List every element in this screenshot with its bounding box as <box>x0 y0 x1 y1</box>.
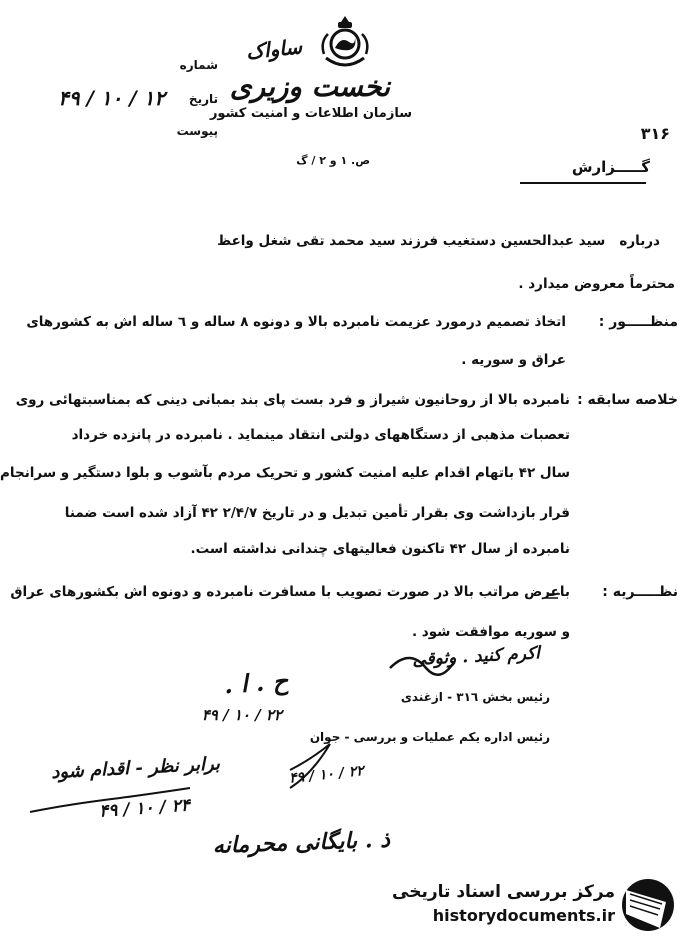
opinion-line-2: و سوریه موافقت شود . <box>411 624 570 640</box>
date-label: تاریخ <box>188 92 218 106</box>
background-line-1: نامبرده بالا از روحانیون شیراز و فرد بست پای بند بمبانی دینی که بمناسبتهائی روی <box>15 392 570 408</box>
handwritten-left-note: برابر نظر - اقدام شود <box>50 753 221 784</box>
background-line-3: سال ۴۲ باتهام اقدام علیه امنیت کشور و تحریک مردم بآشوب و بلوا دستگیر و سرانجام <box>0 465 570 481</box>
date-value: ۱۲ / ۱۰ / ۴۹ <box>58 86 165 110</box>
dept-head-line: رئیس بخش ۳۱٦ - ازغندی <box>400 690 550 704</box>
section-label-background: خلاصه سابقه : <box>577 392 678 408</box>
handwritten-mid-date: ۲۲ / ۱۰ / ۴۹ <box>201 706 282 724</box>
opinion-line-1: باعرض مراتب بالا در صورت تصویب با مسافرت نامبرده و دونوه اش بکشورهای عراق <box>10 584 570 600</box>
handwritten-bottom-note: ذ . بایگانی محرمانه <box>212 826 391 859</box>
office-head-date: ۲۲ / ۱۰ / ۴۹ <box>288 763 365 787</box>
background-line-5: نامبرده از سال ۴۲ تاکنون فعالیتهای چندانی نداشته است. <box>190 541 570 557</box>
history-documents-logo-icon <box>616 876 686 934</box>
office-head-line: رئیس اداره یکم عملیات و بررسی - جوان <box>309 730 550 744</box>
report-label: گـــــزارش <box>571 158 650 176</box>
org-title: نخست وزیری <box>229 70 390 103</box>
number-label: شماره <box>179 58 218 72</box>
attachment-label: پیوست <box>176 124 218 138</box>
org-subtitle: سازمان اطلاعات و امنیت کشور <box>209 106 412 121</box>
salutation: محترماً معروض میدارد . <box>518 276 675 292</box>
background-line-4: قرار بازداشت وی بقرار تأمین تبدیل و در تاریخ ۲/۴/۷ ۴۲ آزاد شده است ضمنا <box>64 505 570 521</box>
subject-line <box>60 233 660 249</box>
document-number: ۳۱۶ <box>640 124 670 143</box>
handwritten-initials: ح . ا . <box>223 665 289 700</box>
brand-url[interactable]: historydocuments.ir <box>432 906 615 925</box>
section-label-opinion: نظـــــریه : <box>602 584 678 600</box>
approver-signature: اکرم کنید . وثوقی <box>411 643 541 670</box>
brand-name: مرکز بررسی اسناد تاریخی <box>392 882 615 902</box>
purpose-line-1: اتخاذ تصمیم درمورد عزیمت نامبرده بالا و دونوه ۸ ساله و ٦ ساله اش به کشورهای <box>26 314 566 330</box>
subject-text: سید عبدالحسین دستغیب فرزند سید محمد تقی شغل واعظ <box>217 233 606 249</box>
section-label-purpose: منظـــــور : <box>598 314 678 330</box>
subject-label: درباره <box>619 233 660 249</box>
handwritten-left-date: ۲۴ / ۱۰ / ۴۹ <box>98 795 191 822</box>
report-underline <box>520 182 646 184</box>
purpose-line-2: عراق و سوریه . <box>461 352 566 368</box>
handwritten-savak: ساواک <box>244 34 304 65</box>
background-line-2: تعصبات مذهبی از دستگاههای دولتی انتقاد مینماید . نامبرده در پانزده خرداد <box>71 427 570 443</box>
crest-emblem-icon <box>318 14 372 76</box>
reference-code: ص. ۱ و ۲ / گ <box>296 154 370 167</box>
